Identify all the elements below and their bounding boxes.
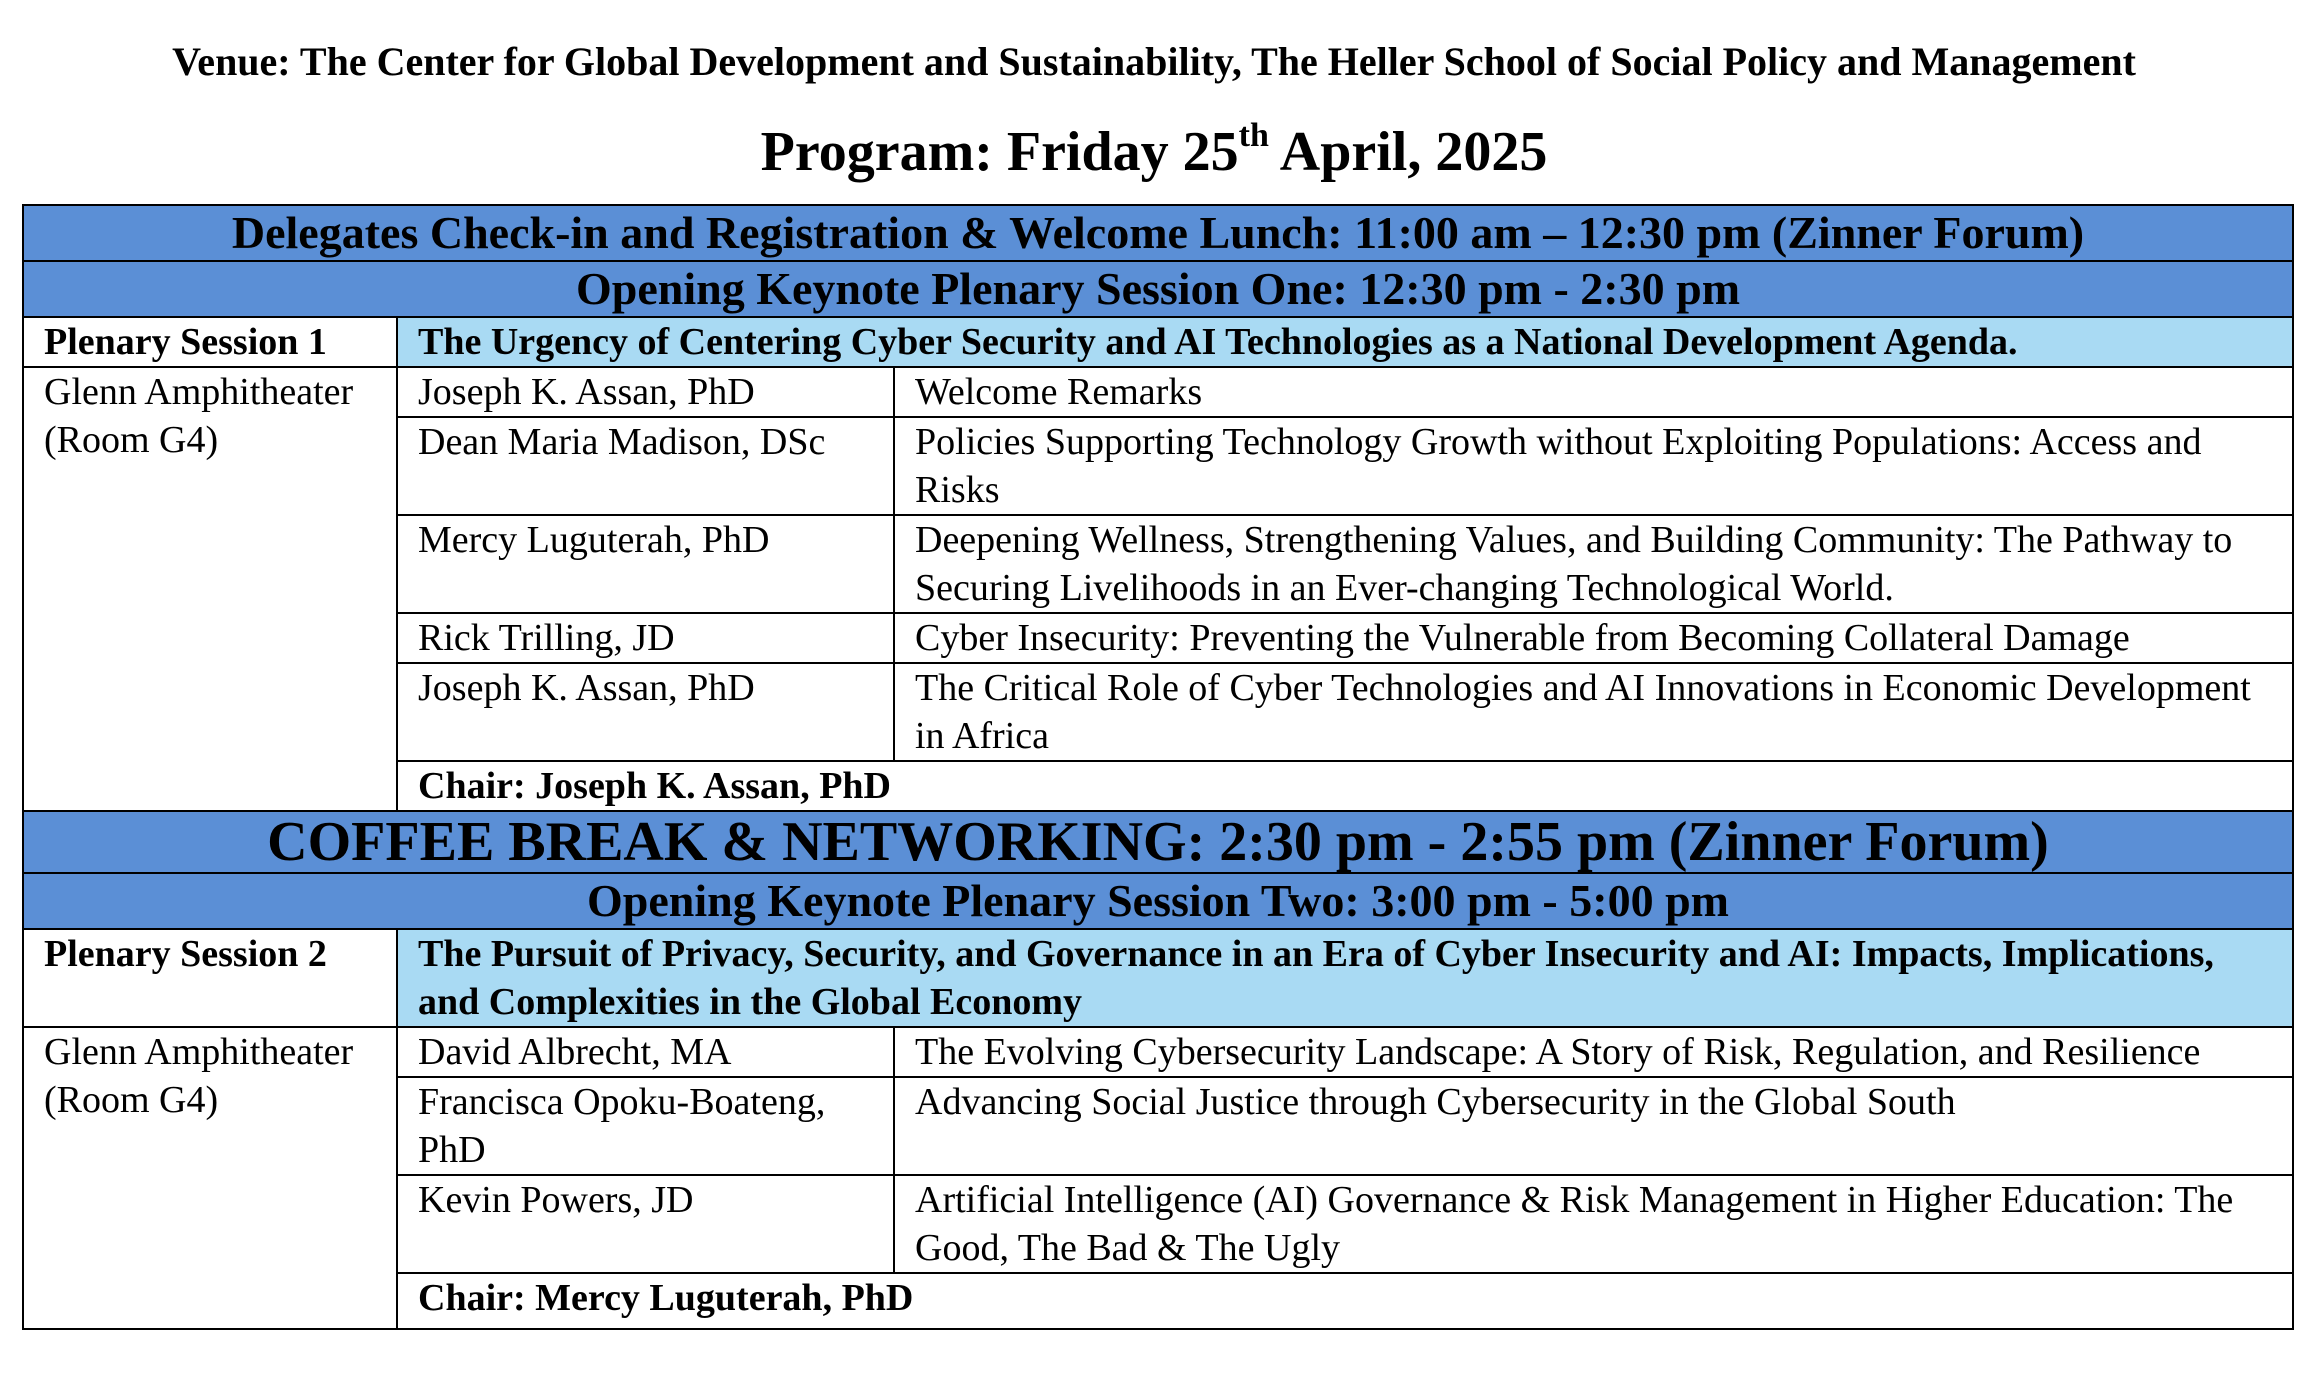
session1-location: Glenn Amphitheater (Room G4): [23, 367, 397, 811]
table-row: [23, 367, 2293, 417]
speaker-name: Rick Trilling, JD: [397, 613, 894, 663]
session2-header-row: [23, 929, 2293, 1027]
program-title-prefix: Program: Friday 25: [760, 121, 1239, 183]
session-two-band-text: Opening Keynote Plenary Session Two: 3:00 pm - 5:00 pm: [23, 873, 2293, 929]
talk-topic: Artificial Intelligence (AI) Governance & Risk Management in Higher Education: The Good, The Bad & The Ugly: [894, 1175, 2293, 1273]
speaker-name: Dean Maria Madison, DSc: [397, 417, 894, 515]
speaker-name: Joseph K. Assan, PhD: [397, 367, 894, 417]
talk-topic: The Critical Role of Cyber Technologies and AI Innovations in Economic Development in Africa: [894, 663, 2293, 761]
session-one-band-text: Opening Keynote Plenary Session One: 12:30 pm - 2:30 pm: [23, 261, 2293, 317]
speaker-name: Joseph K. Assan, PhD: [397, 663, 894, 761]
speaker-name: Francisca Opoku-Boateng, PhD: [397, 1077, 894, 1175]
program-title-ordinal: th: [1238, 117, 1269, 154]
table-row: [23, 1027, 2293, 1077]
session1-chair: Chair: Joseph K. Assan, PhD: [397, 761, 2293, 811]
talk-topic: The Evolving Cybersecurity Landscape: A Story of Risk, Regulation, and Resilience: [894, 1027, 2293, 1077]
session2-label: Plenary Session 2: [23, 929, 397, 1027]
session1-title: The Urgency of Centering Cyber Security and AI Technologies as a National Development Agenda.: [397, 317, 2293, 367]
program-title: [0, 116, 2308, 188]
session-one-band: [23, 261, 2293, 317]
session2-title: The Pursuit of Privacy, Security, and Governance in an Era of Cyber Insecurity and AI: Impacts, Implications, and Complexities in the Global Economy: [397, 929, 2293, 1027]
talk-topic: Policies Supporting Technology Growth without Exploiting Populations: Access and Risks: [894, 417, 2293, 515]
coffee-break-band: [23, 811, 2293, 873]
speaker-name: David Albrecht, MA: [397, 1027, 894, 1077]
session1-label: Plenary Session 1: [23, 317, 397, 367]
talk-topic: Advancing Social Justice through Cybersecurity in the Global South: [894, 1077, 2293, 1175]
talk-topic: Cyber Insecurity: Preventing the Vulnerable from Becoming Collateral Damage: [894, 613, 2293, 663]
program-title-suffix: April, 2025: [1268, 121, 1548, 183]
session-two-band: [23, 873, 2293, 929]
session1-header-row: [23, 317, 2293, 367]
speaker-name: Kevin Powers, JD: [397, 1175, 894, 1273]
session2-chair: Chair: Mercy Luguterah, PhD: [397, 1273, 2293, 1329]
session2-location: Glenn Amphitheater (Room G4): [23, 1027, 397, 1329]
checkin-band-text: Delegates Check-in and Registration & Welcome Lunch: 11:00 am – 12:30 pm (Zinner Forum): [23, 205, 2293, 261]
program-table: [22, 204, 2294, 1330]
coffee-break-band-text: COFFEE BREAK & NETWORKING: 2:30 pm - 2:55 pm (Zinner Forum): [23, 811, 2293, 873]
speaker-name: Mercy Luguterah, PhD: [397, 515, 894, 613]
talk-topic: Deepening Wellness, Strengthening Values, and Building Community: The Pathway to Securing Livelihoods in an Ever-changing Technological World.: [894, 515, 2293, 613]
checkin-band: [23, 205, 2293, 261]
venue-heading: Venue: The Center for Global Development and Sustainability, The Heller School of Social Policy and Management: [172, 39, 2136, 84]
talk-topic: Welcome Remarks: [894, 367, 2293, 417]
